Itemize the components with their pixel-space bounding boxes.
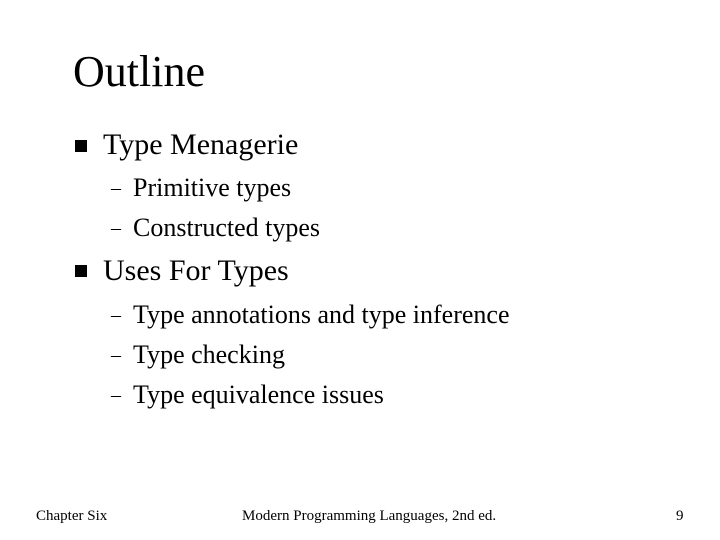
bullet-item-uses-for-types: Uses For Types [103, 254, 289, 287]
footer-book-title: Modern Programming Languages, 2nd ed. [242, 508, 497, 524]
subitem-type-checking: Type checking [133, 340, 285, 369]
footer-page-number: 9 [676, 508, 684, 524]
dash-bullet-icon: – [111, 384, 121, 406]
bullet-item-type-menagerie: Type Menagerie [103, 128, 299, 161]
subitem-type-equivalence: Type equivalence issues [133, 380, 384, 409]
subitem-constructed-types: Constructed types [133, 213, 321, 242]
dash-bullet-icon: – [111, 344, 121, 366]
subitem-primitive-types: Primitive types [133, 173, 292, 202]
subitem-type-annotations: Type annotations and type inference [133, 300, 510, 329]
square-bullet-icon [75, 265, 87, 277]
dash-bullet-icon: – [111, 177, 121, 199]
square-bullet-icon [75, 140, 87, 152]
dash-bullet-icon: – [111, 304, 121, 326]
footer-chapter: Chapter Six [36, 508, 108, 524]
slide-title: Outline [73, 47, 205, 96]
dash-bullet-icon: – [111, 217, 121, 239]
